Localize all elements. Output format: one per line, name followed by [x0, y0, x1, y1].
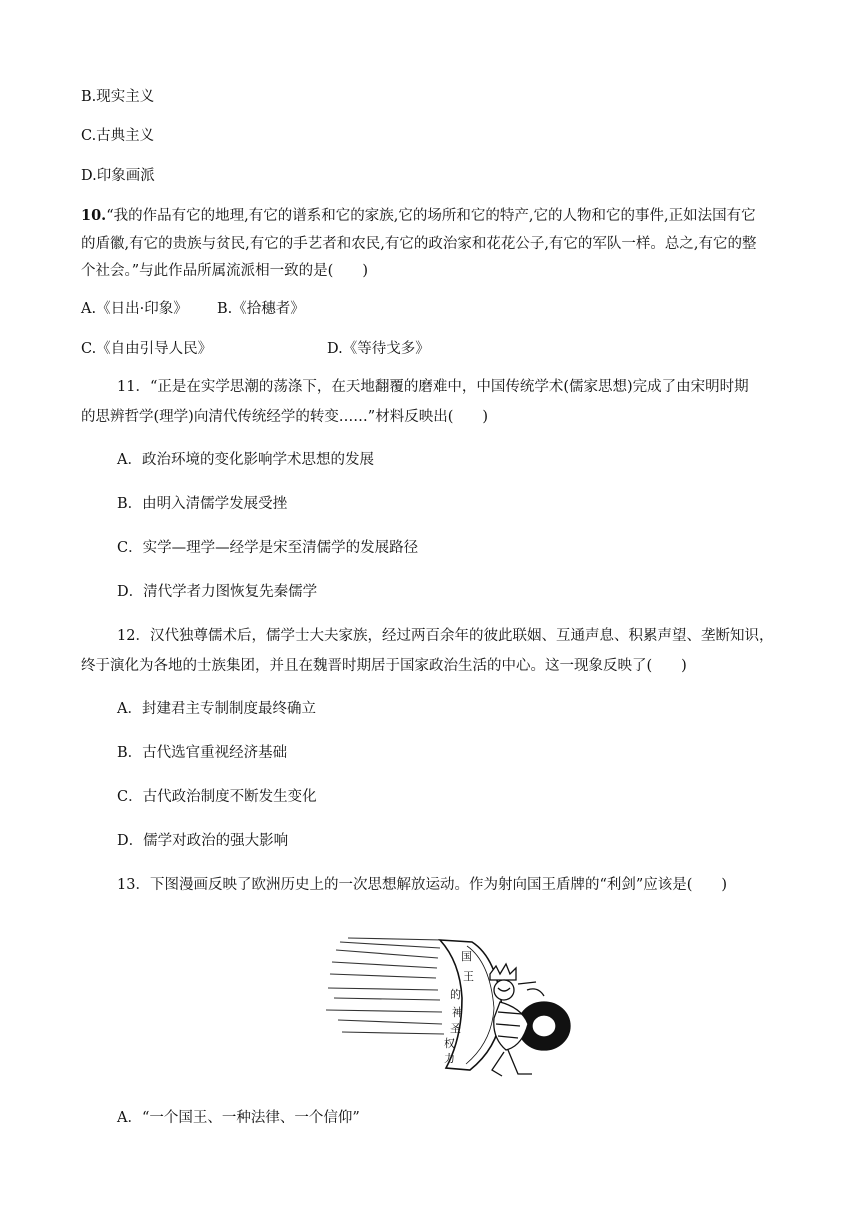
shield-char: 权 [444, 1037, 455, 1050]
q10-number: 10. [81, 207, 107, 224]
cartoon-illustration [322, 928, 588, 1078]
q9-option-d: D.印象画派 [81, 168, 155, 184]
q10-option-b: B.《拾穗者》 [217, 301, 305, 317]
shield-char: 神 [452, 1006, 463, 1019]
q12-option-c: C．古代政治制度不断发生变化 [117, 789, 317, 805]
q10-stem-line3: 个社会。”与此作品所属流派相一致的是( ) [81, 263, 368, 279]
q11-stem-line2: 的思辨哲学(理学)向清代传统经学的转变……”材料反映出( ) [81, 409, 489, 425]
q10-option-d: D.《等待戈多》 [327, 341, 430, 357]
q13-stem: 13．下图漫画反映了欧洲历史上的一次思想解放运动。作为射向国王盾牌的“利剑”应该是( ) [117, 877, 728, 893]
q10-stem-text1: “我的作品有它的地理,有它的谱系和它的家族,它的场所和它的特产,它的人物和它的事件,正如法国有它 [106, 208, 756, 224]
q9-option-b: B.现实主义 [81, 89, 155, 105]
q11-option-a: A．政治环境的变化影响学术思想的发展 [117, 452, 374, 468]
q9-option-c: C.古典主义 [81, 128, 155, 144]
q12-option-b: B．古代选官重视经济基础 [117, 745, 288, 761]
q12-stem-line2: 终于演化为各地的士族集团，并且在魏晋时期居于国家政治生活的中心。这一现象反映了( ) [81, 658, 687, 674]
shield-char: 国 [461, 950, 472, 963]
q10-stem-line2: 的盾徽,有它的贵族与贫民,有它的手艺者和农民,有它的政治家和花花公子,有它的军队一样。总之,有它的整 [81, 236, 757, 252]
q11-stem-line1: 11．“正是在实学思潮的荡涤下，在天地翻覆的磨难中，中国传统学术(儒家思想)完成了由宋明时期 [117, 379, 749, 395]
q11-option-d: D．清代学者力图恢复先秦儒学 [117, 584, 318, 600]
shield-char: 王 [463, 970, 474, 983]
q10-option-c: C.《自由引导人民》 [81, 341, 213, 357]
q10-stem-line1 [81, 206, 756, 226]
q12-option-a: A．封建君主专制制度最终确立 [117, 701, 316, 717]
crown-icon [490, 964, 516, 980]
q12-option-d: D．儒学对政治的强大影响 [117, 833, 289, 849]
q11-option-c: C．实学—理学—经学是宋至清儒学的发展路径 [117, 540, 419, 556]
q11-option-b: B．由明入清儒学发展受挫 [117, 496, 288, 512]
q12-stem-line1: 12．汉代独尊儒术后，儒学士大夫家族，经过两百余年的彼此联姻、互通声息、积累声望、垄断知识， [117, 628, 774, 644]
q10-options-row2 [81, 339, 781, 359]
q10-option-a: A.《日出·印象》 [81, 301, 188, 317]
shield-char: 的 [450, 988, 461, 1001]
shield-char: 圣 [450, 1022, 461, 1035]
q10-options-row1 [81, 299, 781, 319]
shield-char: 力 [444, 1052, 455, 1065]
q13-option-a: A．“一个国王、一种法律、一个信仰” [117, 1110, 360, 1126]
king-figure [490, 964, 570, 1076]
sword-light-lines [326, 938, 444, 1034]
cartoon-figure [322, 928, 588, 1078]
